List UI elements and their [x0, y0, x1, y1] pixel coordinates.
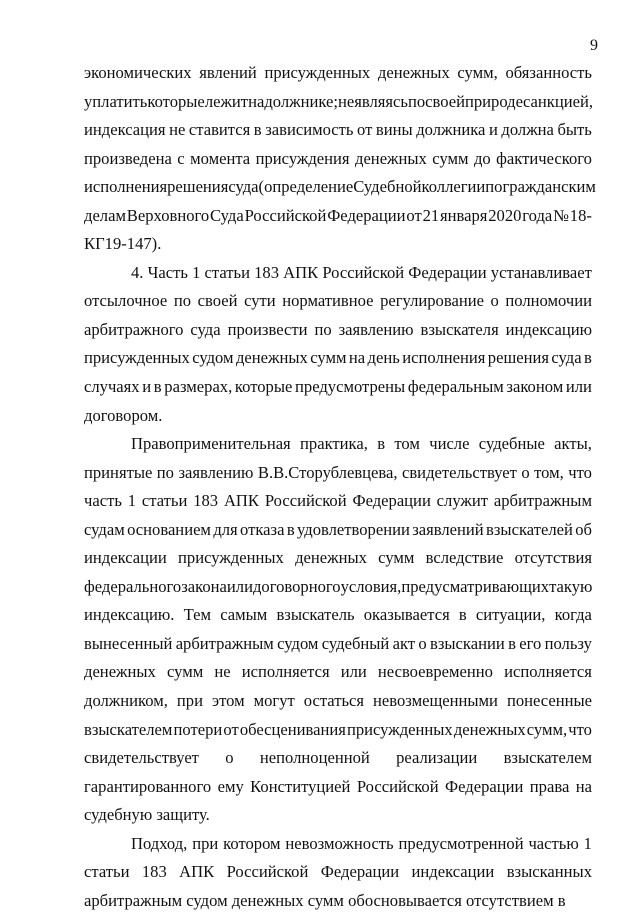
text-line: гарантированного ему Конституцией Российской Федерации права на	[84, 776, 592, 796]
text-line: федерального закона или договорного условия, предусматривающих такую	[84, 576, 593, 596]
text-line: Подход, при котором невозможность предусмотренной частью 1	[131, 833, 592, 853]
text-line: вынесенный арбитражным судом судебный акт о взыскании в его пользу	[84, 633, 592, 653]
text-line: случаях и в размерах, которые предусмотрены федеральным законом или	[84, 377, 592, 397]
text-line: отсылочное по своей сути нормативное регулирование о полномочии	[84, 291, 592, 311]
text-line: судам основанием для отказа в удовлетворении заявлений взыскателей об	[84, 519, 592, 539]
paragraph	[84, 430, 592, 830]
paragraph	[84, 830, 592, 915]
text-line: договором.	[84, 405, 163, 425]
text-line: часть 1 статьи 183 АПК Российской Федерации служит арбитражным	[84, 491, 592, 511]
document-body	[84, 59, 596, 915]
text-line: исполнения решения суда (определение Судебной коллегии по гражданским	[84, 177, 596, 197]
paragraph	[84, 259, 592, 430]
text-line: взыскателем потери от обесценивания присужденных денежных сумм, что	[84, 719, 592, 739]
text-line: 4. Часть 1 статьи 183 АПК Российской Федерации устанавливает	[131, 262, 592, 282]
paragraph	[84, 59, 596, 259]
text-line: арбитражным судом денежных сумм обосновывается отсутствием в	[84, 890, 566, 910]
text-line: свидетельствует о неполноценной реализации взыскателем	[84, 748, 592, 768]
text-line: индексация не ставится в зависимость от вины должника и должна быть	[84, 120, 592, 140]
text-line: индексацию. Тем самым взыскатель оказывается в ситуации, когда	[84, 605, 592, 625]
text-line: статьи 183 АПК Российской Федерации индексации взысканных	[84, 862, 592, 882]
page-number: 9	[590, 37, 598, 54]
text-line: экономических явлений присужденных денежных сумм, обязанность	[84, 63, 592, 82]
text-line: делам Верховного Суда Российской Федерации от 21 января 2020 года № 18-	[84, 205, 592, 225]
text-line: присужденных судом денежных сумм на день исполнения решения суда в	[84, 348, 592, 368]
text-line: Правоприменительная практика, в том числе судебные акты,	[131, 434, 592, 454]
text-line: денежных сумм не исполняется или несвоевременно исполняется	[84, 662, 592, 682]
text-line: должником, при этом могут остаться невозмещенными понесенные	[84, 691, 592, 711]
text-line: произведена с момента присуждения денежных сумм до фактического	[84, 148, 592, 168]
text-line: арбитражного суда произвести по заявлению взыскателя индексацию	[84, 319, 592, 339]
text-line: индексации присужденных денежных сумм вследствие отсутствия	[84, 548, 592, 568]
text-line: КГ19-147).	[84, 234, 162, 254]
text-line: судебную защиту.	[84, 805, 210, 825]
text-line: принятые по заявлению В.В.Сторублевцева, свидетельствует о том, что	[84, 462, 592, 482]
text-line: уплатить которые лежит на должнике; не являясь по своей природе санкцией,	[84, 91, 593, 111]
